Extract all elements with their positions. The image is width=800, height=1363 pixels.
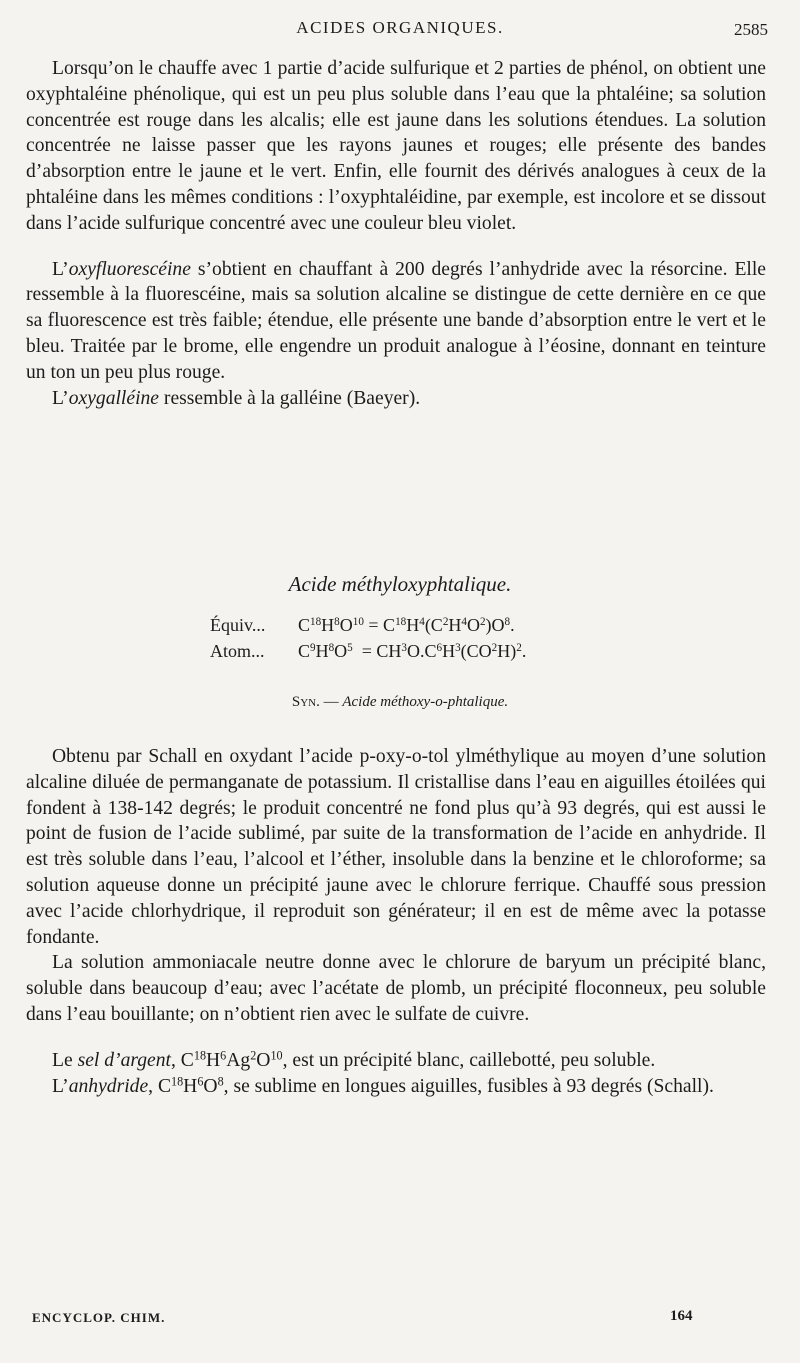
term-anhydride: anhydride: [68, 1075, 149, 1097]
term-oxyfluoresceine: oxyfluorescéine: [68, 258, 191, 280]
formula-equiv-label: Équiv...: [210, 615, 266, 635]
term-sel-argent: sel d’argent: [77, 1049, 171, 1071]
paragraph-ammoniacale: La solution ammoniacale neutre donne avec le chlorure de baryum un précipité blanc, soluble dans beaucoup d’eau; avec l’acétate de plomb, un précipité floconneux, peu soluble dans l’eau bouillante; on n’obtient rien avec le sulfate de cuivre.: [26, 952, 766, 1025]
footer-signature: ENCYCLOP. CHIM.: [32, 1310, 166, 1325]
formula-atom-label: Atom...: [210, 641, 265, 661]
paragraph-oxygalleine: L’oxygalléine ressemble à la galléine (Baeyer).: [52, 387, 421, 409]
footer-sheet-number: 164: [670, 1308, 693, 1324]
formula-atom: Atom... $C^9H^8O^5 = CH^3O.C^6H^3(CO^2H)^2$.: [210, 641, 527, 661]
term-oxygalleine: oxygalléine: [68, 387, 160, 409]
synonym-line: Syn. — Acide méthoxy-o-phtalique.: [291, 694, 509, 710]
paragraph-sel-argent: Le sel d’argent, $C^{18}H^6Ag^2O^{10}$, est un précipité blanc, caillebotté, peu soluble.: [52, 1048, 656, 1071]
paragraph-preparation: Obtenu par Schall en oxydant l’acide p-oxy-o-tol ylméthylique au moyen d’une solution alcaline diluée de permanganate de potassium. Il cristallise dans l’eau en aiguilles étoilées qui fondent à 138-142 degrés; le produit concentré ne fond plus qu’à 93 degrés, qui est aussi le point de fusion de l’acide sublimé, par suite de la transformation de l’acide en anhydride. Il est très soluble dans l’eau, l’alcool et l’éther, insoluble dans la benzine et le chloroforme; sa solution aqueuse donne un précipité jaune avec le chlorure ferrique. Chauffé sous pression avec l’acide chlorhydrique, il reproduit son générateur; il en est de même avec la potasse fondante.: [26, 746, 766, 948]
text-block-top: [26, 56, 766, 411]
paragraph-anhydride: L’anhydride, $C^{18}H^6O^8$, se sublime en longues aiguilles, fusibles à 93 degrés (Schall).: [52, 1073, 714, 1097]
paragraph-oxyphtaleine: Lorsqu’on le chauffe avec 1 partie d’acide sulfurique et 2 parties de phénol, on obtient une oxyphtaléine phénolique, qui est un peu plus soluble dans l’eau que la phtaléine; sa solution concentrée est rouge dans les alcalis; elle est jaune dans les solutions étendues. La solution concentrée ne laisse passer que les rayons jaunes et rouges; elle présente des bandes d’absorption entre le jaune et le vert. Enfin, elle fournit des dérivés analogues à ceux de la phtaléine dans les mêmes conditions : l’oxyphtaléidine, par exemple, est incolore et se dissout dans l’acide sulfurique concentré avec une couleur bleu violet.: [26, 58, 766, 234]
running-title: ACIDES ORGANIQUES.: [296, 18, 504, 37]
text-block-bottom: [26, 744, 766, 1099]
section-heading: Acide méthyloxyphtalique.: [288, 572, 512, 596]
page-number: 2585: [734, 20, 768, 39]
formula-equiv: Équiv... $C^{18}H^8O^{10} = C^{18}H^4(C^2H^4O^2)O^8$.: [210, 615, 515, 635]
paragraph-oxyfluoresceine: L’oxyfluorescéine s’obtient en chauffant à 200 degrés l’anhydride avec la résorcine. Elle ressemble à la fluorescéine, mais sa solution alcaline se distingue de cette dernière en ce que sa fluorescence est très faible; étendue, elle présente une bande d’absorption entre le vert et le bleu. Traitée par le brome, elle engendre un produit analogue à l’éosine, donnant en teinture un ton un peu plus rouge.: [26, 258, 766, 383]
